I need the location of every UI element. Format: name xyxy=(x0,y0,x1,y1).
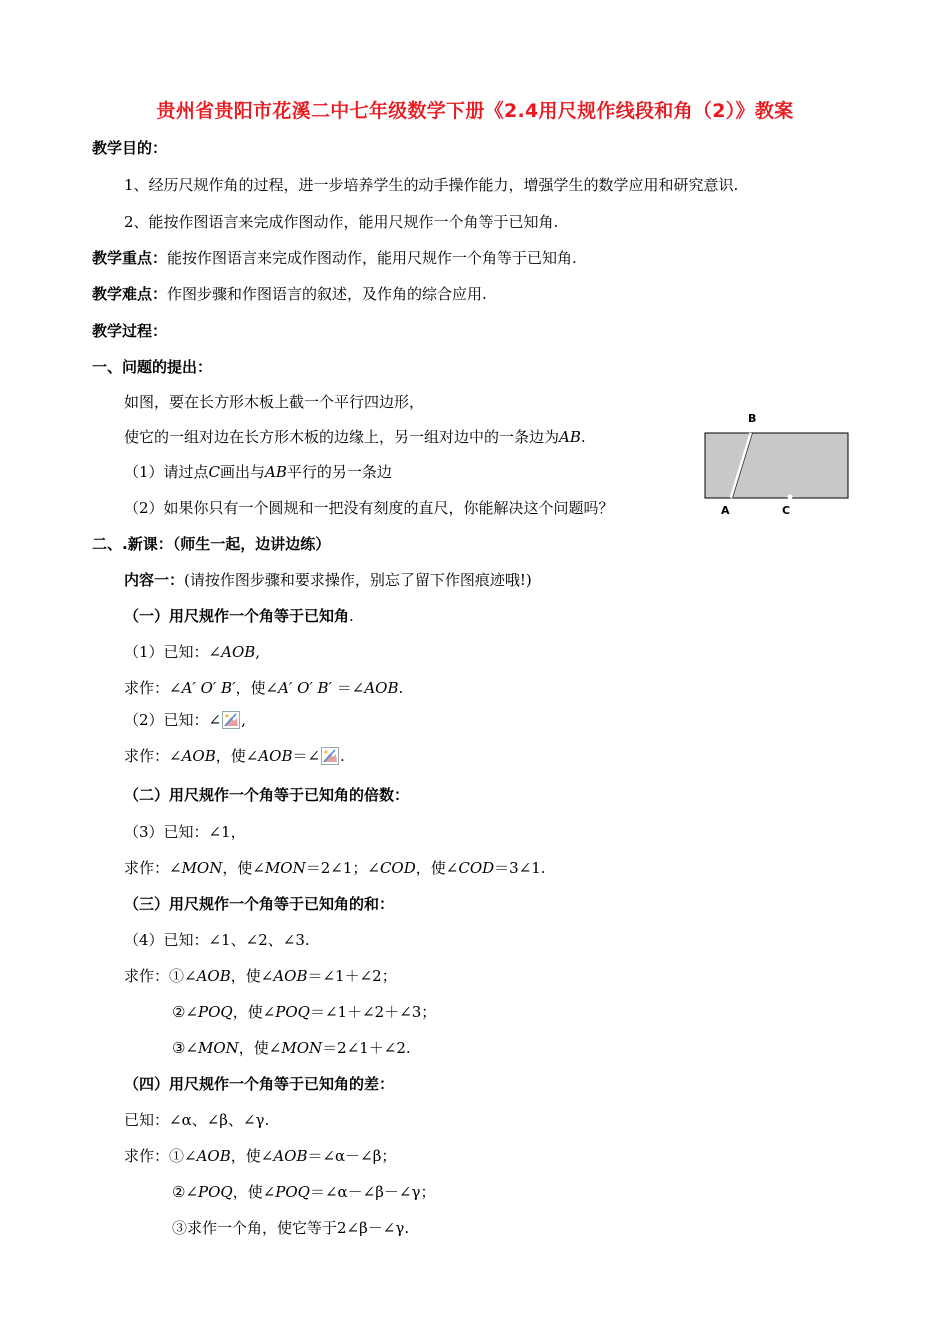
text: , xyxy=(255,643,261,661)
angle-name: AOB xyxy=(273,1147,308,1165)
text: . xyxy=(398,679,404,697)
text: ＝∠ xyxy=(331,679,365,697)
problem-5-construct-1 xyxy=(124,1145,396,1167)
part-3-heading: （三）用尺规作一个角等于已知角的和： xyxy=(124,895,395,913)
text: . xyxy=(580,428,586,446)
text: 求作：∠ xyxy=(124,859,182,877)
text: （1）请过点 xyxy=(124,463,209,481)
text: ，使∠ xyxy=(235,679,279,697)
key-text: 能按作图语言来完成作图动作，能用尺规作一个角等于已知角. xyxy=(167,249,577,267)
text: ③∠ xyxy=(172,1039,199,1057)
angle-name: COD xyxy=(458,859,495,877)
problem-4-known: （4）已知：∠1、∠2、∠3. xyxy=(124,931,310,949)
problem-5-known: 已知：∠α、∠β、∠γ. xyxy=(124,1111,270,1129)
point-c-mark xyxy=(788,495,793,500)
goals-heading: 教学目的： xyxy=(92,139,168,157)
label-b: B xyxy=(748,412,757,425)
text: ，使∠ xyxy=(222,859,265,877)
text: 求作：①∠ xyxy=(124,1147,197,1165)
content-1 xyxy=(124,569,532,591)
section-1-heading: 一、问题的提出： xyxy=(92,358,213,376)
text: ，使∠ xyxy=(415,859,459,877)
part-1-heading xyxy=(124,605,354,627)
problem-1-construct xyxy=(124,677,403,699)
text: ，使∠ xyxy=(230,1147,274,1165)
problem-4-construct-2 xyxy=(172,1001,436,1023)
angle-name: MON xyxy=(281,1039,323,1057)
text: . xyxy=(340,747,345,765)
text: ＝∠α－∠β－∠γ； xyxy=(309,1183,436,1201)
difficult-heading: 教学难点： xyxy=(92,285,168,303)
problem-4-construct-3 xyxy=(172,1037,411,1059)
text: , xyxy=(241,711,246,729)
text: 求作：∠ xyxy=(124,747,182,765)
section-2-heading: 二、.新课：（师生一起，边讲边练） xyxy=(92,535,331,553)
broken-image-icon xyxy=(321,747,339,765)
text: （2）已知：∠ xyxy=(124,711,222,729)
angle-name: POQ xyxy=(198,1183,233,1201)
angle-name: POQ xyxy=(198,1003,233,1021)
point-c: C xyxy=(208,463,221,481)
label-c: C xyxy=(782,504,791,517)
process-heading: 教学过程： xyxy=(92,322,168,340)
part-4-heading: （四）用尺规作一个角等于已知角的差： xyxy=(124,1075,395,1093)
angle-name: MON xyxy=(198,1039,239,1057)
text: . xyxy=(349,607,354,625)
part-1-label: （一）用尺规作一个角等于已知角 xyxy=(124,607,350,625)
segment-ab: AB xyxy=(559,428,581,446)
angle-name: AOB xyxy=(258,747,293,765)
label-a: A xyxy=(721,504,730,517)
angle-name: A′ O′ B′ xyxy=(278,679,332,697)
text: 平行的另一条边 xyxy=(286,463,392,481)
part-2-heading: （二）用尺规作一个角等于已知角的倍数： xyxy=(124,786,410,804)
text: ②∠ xyxy=(172,1183,199,1201)
text: ＝∠1＋∠2＋∠3； xyxy=(309,1003,437,1021)
text: ＝∠1＋∠2； xyxy=(307,967,397,985)
segment-ab: AB xyxy=(265,463,287,481)
goal-2: 2、能按作图语言来完成作图动作，能用尺规作一个角等于已知角. xyxy=(124,213,559,231)
angle-name: POQ xyxy=(275,1183,310,1201)
text: ＝3∠1. xyxy=(494,859,546,877)
angle-name: AOB xyxy=(364,679,399,697)
angle-name: AOB xyxy=(181,747,216,765)
problem-5-construct-2 xyxy=(172,1181,435,1203)
angle-name: AOB xyxy=(196,1147,231,1165)
difficult-points xyxy=(92,283,487,305)
angle-name: POQ xyxy=(275,1003,310,1021)
section-1-paragraph-2 xyxy=(124,426,586,448)
rectangle-board-figure xyxy=(700,408,860,523)
key-points xyxy=(92,247,577,269)
angle-name: AOB xyxy=(273,967,308,985)
content-1-text: (请按作图步骤和要求操作，别忘了留下作图痕迹哦!) xyxy=(184,571,532,589)
document-title: 贵州省贵阳市花溪二中七年级数学下册《2.4用尺规作线段和角（2）》教案 xyxy=(156,100,794,122)
text: 画出与 xyxy=(220,463,266,481)
angle-name: COD xyxy=(379,859,416,877)
text: ＝2∠1＋∠2. xyxy=(322,1039,411,1057)
section-1-paragraph-1: 如图，要在长方形木板上截一个平行四边形， xyxy=(124,393,425,411)
text: ＝2∠1；∠ xyxy=(305,859,380,877)
problem-3-construct xyxy=(124,857,546,879)
question-2: （2）如果你只有一个圆规和一把没有刻度的直尺，你能解决这个问题吗？ xyxy=(124,499,614,517)
text: ＝∠ xyxy=(292,747,321,765)
problem-3-known: （3）已知：∠1， xyxy=(124,823,246,841)
angle-name: MON xyxy=(181,859,223,877)
problem-2-construct xyxy=(124,745,345,767)
text: ②∠ xyxy=(172,1003,199,1021)
angle-name: AOB xyxy=(196,967,231,985)
question-1 xyxy=(124,461,392,483)
text: ，使∠ xyxy=(232,1003,276,1021)
difficult-text: 作图步骤和作图语言的叙述，及作角的综合应用. xyxy=(167,285,487,303)
content-1-label: 内容一： xyxy=(124,571,185,589)
broken-image-icon xyxy=(222,711,240,729)
angle-name: AOB xyxy=(221,643,256,661)
board-rectangle xyxy=(705,433,848,498)
text: 求作：①∠ xyxy=(124,967,197,985)
problem-4-construct-1 xyxy=(124,965,397,987)
text: ，使∠ xyxy=(238,1039,282,1057)
angle-name: MON xyxy=(264,859,306,877)
problem-5-construct-3: ③求作一个角，使它等于2∠β－∠γ. xyxy=(172,1219,410,1237)
goal-1: 1、经历尺规作角的过程，进一步培养学生的动手操作能力，增强学生的数学应用和研究意识. xyxy=(124,176,739,194)
text: 求作：∠ xyxy=(124,679,182,697)
problem-1-known xyxy=(124,641,260,663)
text: ，使∠ xyxy=(232,1183,276,1201)
text: ，使∠ xyxy=(230,967,274,985)
text: ，使∠ xyxy=(215,747,259,765)
key-heading: 教学重点： xyxy=(92,249,168,267)
text: 使它的一组对边在长方形木板的边缘上，另一组对边中的一条边为 xyxy=(124,428,560,446)
angle-name: A′ O′ B′ xyxy=(181,679,236,697)
text: （1）已知：∠ xyxy=(124,643,222,661)
text: ＝∠α－∠β； xyxy=(307,1147,397,1165)
problem-2-known xyxy=(124,709,246,731)
